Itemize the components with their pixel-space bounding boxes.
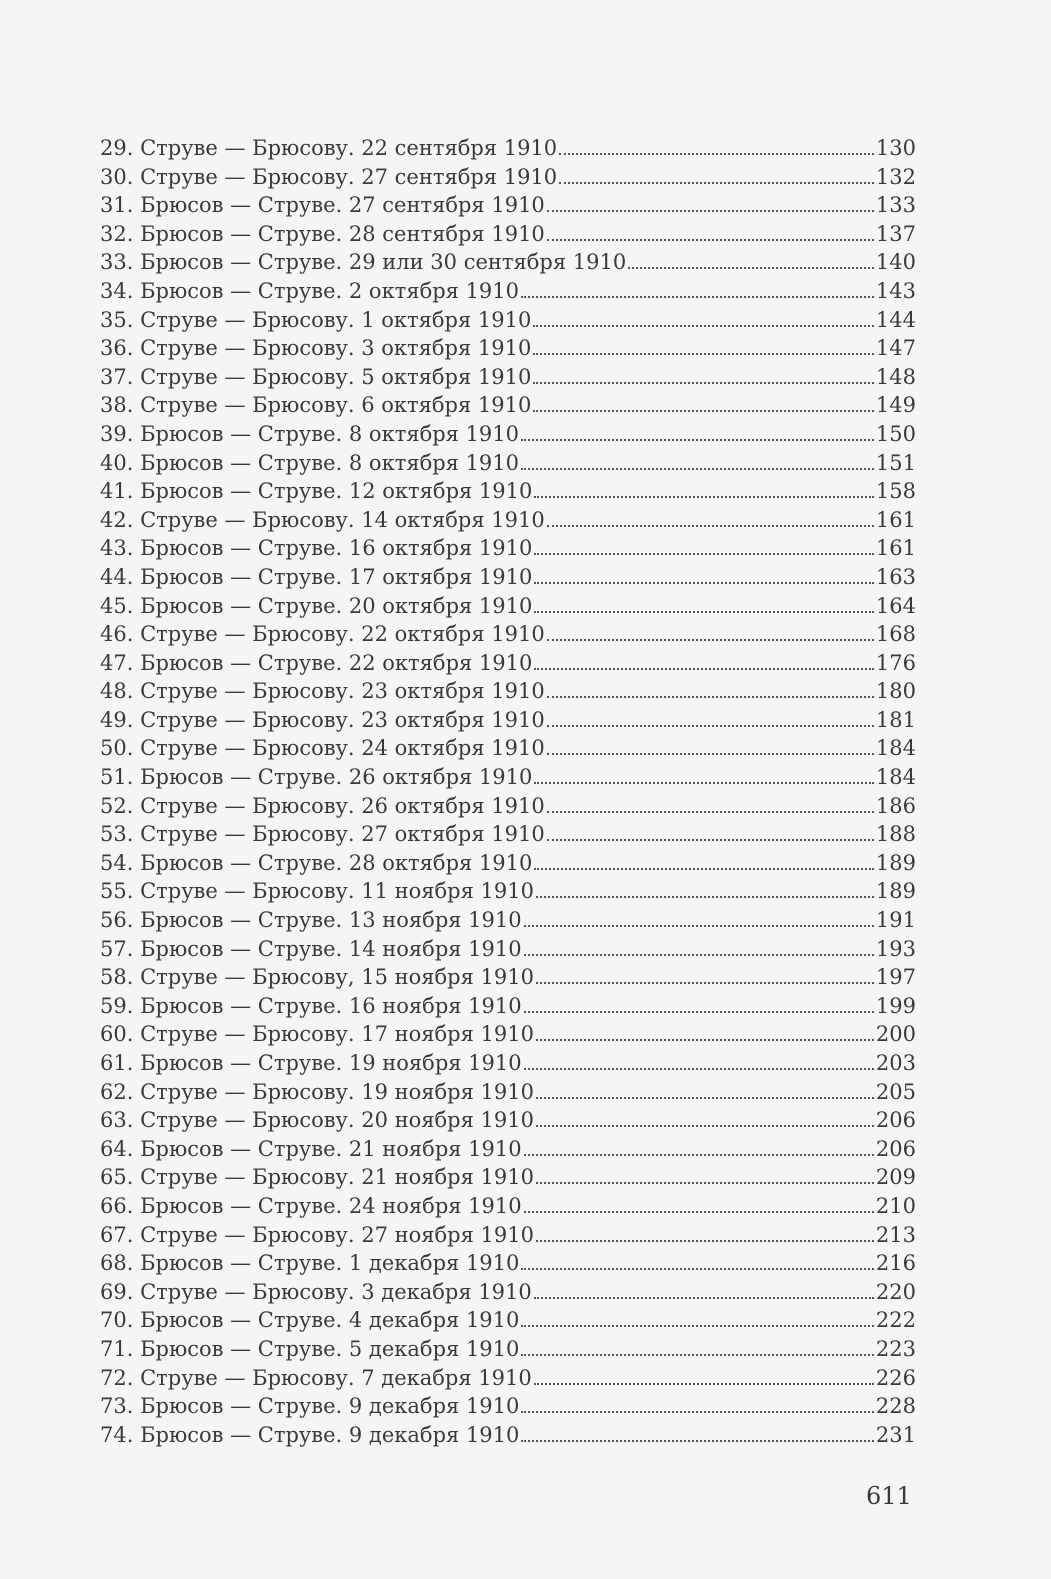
- toc-entry-page: 186: [875, 793, 916, 818]
- dot-leader: [534, 782, 874, 784]
- toc-entry: [100, 1163, 916, 1192]
- toc-entry: [100, 1078, 916, 1107]
- toc-entry-title: 39. Брюсов — Струве. 8 октября 1910: [100, 421, 520, 446]
- toc-entry: [100, 1278, 916, 1307]
- toc-entry: [100, 963, 916, 992]
- toc-entry-page: 130: [875, 136, 916, 160]
- toc-entry-title: 53. Струве — Брюсову. 27 октября 1910: [100, 822, 545, 847]
- dot-leader: [536, 1039, 874, 1041]
- toc-entry-title: 47. Брюсов — Струве. 22 октября 1910: [100, 650, 533, 675]
- dot-leader: [521, 296, 874, 298]
- toc-entry-title: 41. Брюсов — Струве. 12 октября 1910: [100, 479, 533, 504]
- toc-entry-page: 231: [875, 1422, 916, 1447]
- toc-entry-title: 73. Брюсов — Струве. 9 декабря 1910: [100, 1394, 520, 1419]
- dot-leader: [547, 696, 874, 698]
- toc-entry-title: 30. Струве — Брюсову. 27 сентября 1910: [100, 164, 558, 189]
- toc-entry: [100, 1249, 916, 1278]
- toc-entry-page: 188: [875, 822, 916, 847]
- toc-entry-title: 51. Брюсов — Струве. 26 октября 1910: [100, 765, 533, 790]
- dot-leader: [521, 1411, 874, 1413]
- toc-entry-page: 164: [875, 593, 916, 618]
- toc-entry: [100, 506, 916, 535]
- toc-entry-title: 58. Струве — Брюсову, 15 ноября 1910: [100, 965, 534, 990]
- toc-entry-title: 35. Струве — Брюсову. 1 октября 1910: [100, 307, 532, 332]
- toc-entry-page: 150: [875, 421, 916, 446]
- toc-entry-title: 72. Струве — Брюсову. 7 декабря 1910: [100, 1365, 532, 1390]
- toc-entry: [100, 220, 916, 249]
- dot-leader: [534, 868, 874, 870]
- toc-entry-page: 210: [875, 1193, 916, 1218]
- dot-leader: [547, 811, 874, 813]
- toc-entry-title: 46. Струве — Брюсову. 22 октября 1910: [100, 622, 545, 647]
- toc-entry-title: 70. Брюсов — Струве. 4 декабря 1910: [100, 1308, 520, 1333]
- toc-entry-title: 63. Струве — Брюсову. 20 ноября 1910: [100, 1108, 534, 1133]
- dot-leader: [536, 896, 874, 898]
- toc-entry-page: 161: [875, 536, 916, 561]
- toc-entry-title: 56. Брюсов — Струве. 13 ноября 1910: [100, 908, 522, 933]
- dot-leader: [521, 1354, 874, 1356]
- toc-entry: [100, 1306, 916, 1335]
- toc-entry: [100, 277, 916, 306]
- toc-entry-page: 220: [875, 1279, 916, 1304]
- toc-entry: [100, 1020, 916, 1049]
- toc-entry: [100, 163, 916, 192]
- toc-entry: [100, 1421, 916, 1450]
- dot-leader: [559, 182, 874, 184]
- toc-entry-page: 180: [875, 679, 916, 704]
- dot-leader: [536, 1182, 874, 1184]
- dot-leader: [547, 639, 874, 641]
- dot-leader: [534, 582, 874, 584]
- toc-entry-title: 42. Струве — Брюсову. 14 октября 1910: [100, 507, 545, 532]
- dot-leader: [533, 382, 874, 384]
- toc-entry-title: 66. Брюсов — Струве. 24 ноября 1910: [100, 1193, 522, 1218]
- dot-leader: [521, 1268, 874, 1270]
- dot-leader: [547, 525, 874, 527]
- toc-entry: [100, 992, 916, 1021]
- toc-entry: [100, 334, 916, 363]
- toc-entry-title: 50. Струве — Брюсову. 24 октября 1910: [100, 736, 545, 761]
- toc-entry-title: 44. Брюсов — Струве. 17 октября 1910: [100, 564, 533, 589]
- toc-entry-title: 29. Струве — Брюсову. 22 сентября 1910: [100, 136, 558, 160]
- toc-entry-title: 55. Струве — Брюсову. 11 ноября 1910: [100, 879, 534, 904]
- toc-entry: [100, 1192, 916, 1221]
- toc-entry: [100, 649, 916, 678]
- toc-entry-title: 37. Струве — Брюсову. 5 октября 1910: [100, 364, 532, 389]
- toc-entry-page: 216: [875, 1251, 916, 1276]
- toc-entry-title: 45. Брюсов — Струве. 20 октября 1910: [100, 593, 533, 618]
- dot-leader: [536, 1125, 874, 1127]
- dot-leader: [533, 353, 874, 355]
- toc-entry: [100, 363, 916, 392]
- dot-leader: [534, 1383, 874, 1385]
- toc-entry: [100, 734, 916, 763]
- dot-leader: [547, 839, 874, 841]
- toc-entry: [100, 935, 916, 964]
- toc-entry: [100, 620, 916, 649]
- toc-entry: [100, 1221, 916, 1250]
- toc-entry-page: 143: [875, 278, 916, 303]
- dot-leader: [524, 925, 874, 927]
- dot-leader: [534, 1297, 874, 1299]
- toc-entry-title: 40. Брюсов — Струве. 8 октября 1910: [100, 450, 520, 475]
- toc-entry-page: 197: [875, 965, 916, 990]
- toc-entry-page: 206: [875, 1136, 916, 1161]
- toc-entry-page: 200: [875, 1022, 916, 1047]
- toc-entry: [100, 677, 916, 706]
- toc-entry-page: 226: [875, 1365, 916, 1390]
- dot-leader: [547, 753, 874, 755]
- toc-entry-page: 132: [875, 164, 916, 189]
- dot-leader: [628, 267, 874, 269]
- toc-entry-title: 64. Брюсов — Струве. 21 ноября 1910: [100, 1136, 522, 1161]
- toc-entry: [100, 534, 916, 563]
- dot-leader: [524, 1068, 874, 1070]
- toc-entry-title: 65. Струве — Брюсову. 21 ноября 1910: [100, 1165, 534, 1190]
- toc-entry: [100, 306, 916, 335]
- toc-entry: [100, 706, 916, 735]
- toc-entry: [100, 477, 916, 506]
- dot-leader: [521, 1440, 874, 1442]
- dot-leader: [534, 496, 874, 498]
- toc-entry: [100, 134, 916, 163]
- toc-entry: [100, 1364, 916, 1393]
- dot-leader: [524, 1154, 874, 1156]
- toc-entry-page: 193: [875, 936, 916, 961]
- toc-entry-page: 189: [875, 879, 916, 904]
- toc-entry-title: 61. Брюсов — Струве. 19 ноября 1910: [100, 1051, 522, 1075]
- toc-entry-title: 62. Струве — Брюсову. 19 ноября 1910: [100, 1079, 534, 1104]
- dot-leader: [536, 982, 874, 984]
- toc-entry-page: 205: [875, 1079, 916, 1104]
- toc-entry: [100, 191, 916, 220]
- toc-entry-page: 203: [875, 1051, 916, 1075]
- toc-entry: [100, 1335, 916, 1364]
- toc-entry-title: 69. Струве — Брюсову. 3 декабря 1910: [100, 1279, 532, 1304]
- toc-entry-page: 189: [875, 850, 916, 875]
- toc-entry-title: 59. Брюсов — Струве. 16 ноября 1910: [100, 993, 522, 1018]
- toc-entry-title: 57. Брюсов — Струве. 14 ноября 1910: [100, 936, 522, 961]
- dot-leader: [534, 668, 874, 670]
- toc-entry-page: 206: [875, 1108, 916, 1133]
- toc-entry-page: 209: [875, 1165, 916, 1190]
- toc-entry-page: 181: [875, 707, 916, 732]
- dot-leader: [547, 210, 874, 212]
- toc-entry-page: 151: [875, 450, 916, 475]
- dot-leader: [524, 954, 874, 956]
- dot-leader: [536, 1097, 874, 1099]
- toc-entry: [100, 763, 916, 792]
- toc-entry: [100, 1135, 916, 1164]
- dot-leader: [521, 1325, 874, 1327]
- toc-entry-page: 158: [875, 479, 916, 504]
- toc-entry-page: 184: [875, 736, 916, 761]
- toc-entry: [100, 449, 916, 478]
- toc-entry-title: 48. Струве — Брюсову. 23 октября 1910: [100, 679, 545, 704]
- toc-entry-title: 33. Брюсов — Струве. 29 или 30 сентября 1910: [100, 250, 627, 275]
- dot-leader: [533, 410, 874, 412]
- dot-leader: [521, 439, 874, 441]
- toc-entry-title: 52. Струве — Брюсову. 26 октября 1910: [100, 793, 545, 818]
- dot-leader: [521, 468, 874, 470]
- dot-leader: [533, 325, 874, 327]
- dot-leader: [524, 1011, 874, 1013]
- dot-leader: [536, 1240, 874, 1242]
- page-number: 611: [866, 1482, 912, 1510]
- toc-entry: [100, 849, 916, 878]
- toc-entry: [100, 1392, 916, 1421]
- toc-entry-title: 67. Струве — Брюсову. 27 ноября 1910: [100, 1222, 534, 1247]
- toc-entry-page: 223: [875, 1336, 916, 1361]
- toc-entry-page: 168: [875, 622, 916, 647]
- dot-leader: [534, 553, 874, 555]
- toc-entry-title: 31. Брюсов — Струве. 27 сентября 1910: [100, 193, 545, 218]
- toc-entry-title: 36. Струве — Брюсову. 3 октября 1910: [100, 336, 532, 361]
- toc-entry: [100, 906, 916, 935]
- dot-leader: [534, 611, 874, 613]
- toc-entry-title: 49. Струве — Брюсову. 23 октября 1910: [100, 707, 545, 732]
- toc-entry-page: 191: [875, 908, 916, 933]
- toc-entry: [100, 820, 916, 849]
- dot-leader: [547, 725, 874, 727]
- toc-entry-page: 147: [875, 336, 916, 361]
- toc-entry: [100, 877, 916, 906]
- toc-entry-page: 163: [875, 564, 916, 589]
- toc-entry-page: 144: [875, 307, 916, 332]
- toc-entry-page: 149: [875, 393, 916, 418]
- dot-leader: [547, 239, 874, 241]
- toc-entry-page: 140: [875, 250, 916, 275]
- toc-entry-title: 74. Брюсов — Струве. 9 декабря 1910: [100, 1422, 520, 1447]
- toc-entry-page: 176: [875, 650, 916, 675]
- toc-entry-title: 32. Брюсов — Струве. 28 сентября 1910: [100, 221, 545, 246]
- toc-entry-page: 184: [875, 765, 916, 790]
- toc-entry-title: 54. Брюсов — Струве. 28 октября 1910: [100, 850, 533, 875]
- toc-entry: [100, 420, 916, 449]
- toc-entry: [100, 391, 916, 420]
- toc-entry-page: 137: [875, 221, 916, 246]
- toc-entry-page: 148: [875, 364, 916, 389]
- toc-entry-page: 133: [875, 193, 916, 218]
- dot-leader: [524, 1211, 874, 1213]
- toc-entry-page: 213: [875, 1222, 916, 1247]
- toc-entry-page: 222: [875, 1308, 916, 1333]
- toc-entry-title: 43. Брюсов — Струве. 16 октября 1910: [100, 536, 533, 561]
- toc-entry: [100, 1106, 916, 1135]
- toc-entry-title: 60. Струве — Брюсову. 17 ноября 1910: [100, 1022, 534, 1047]
- toc-entry-title: 68. Брюсов — Струве. 1 декабря 1910: [100, 1251, 520, 1276]
- toc-entry-title: 34. Брюсов — Струве. 2 октября 1910: [100, 278, 520, 303]
- toc-entry-title: 71. Брюсов — Струве. 5 декабря 1910: [100, 1336, 520, 1361]
- toc-entry-page: 228: [875, 1394, 916, 1419]
- toc-entry: [100, 792, 916, 821]
- dot-leader: [559, 153, 874, 155]
- table-of-contents: [100, 134, 916, 1449]
- toc-entry-page: 199: [875, 993, 916, 1018]
- toc-entry: [100, 1049, 916, 1078]
- toc-entry: [100, 563, 916, 592]
- toc-entry-page: 161: [875, 507, 916, 532]
- toc-entry-title: 38. Струве — Брюсову. 6 октября 1910: [100, 393, 532, 418]
- toc-entry: [100, 248, 916, 277]
- toc-entry: [100, 592, 916, 621]
